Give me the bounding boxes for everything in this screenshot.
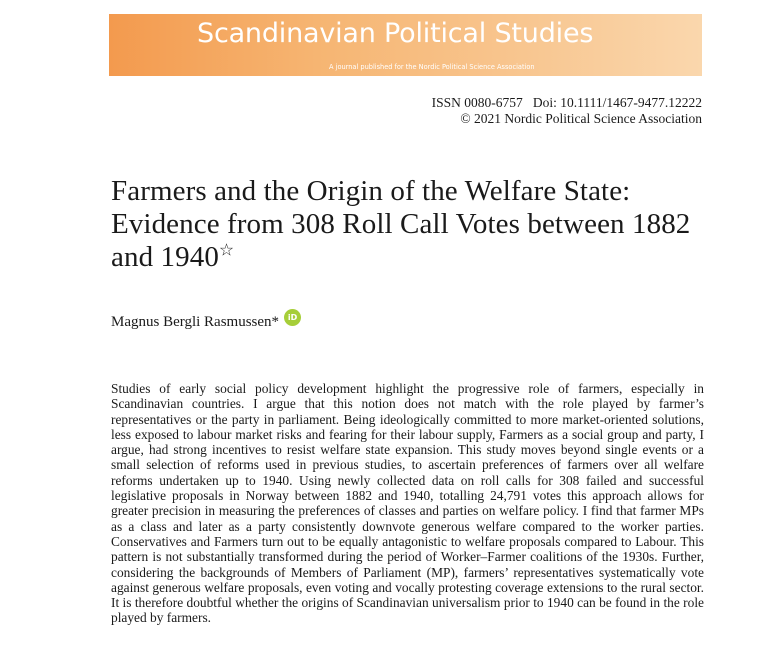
author-name[interactable]: Magnus Bergli Rasmussen*	[111, 314, 280, 330]
abstract: Studies of early social policy development highlight the progressive role of farmers, especially in Scandinavian countries. I argue that this notion does not match with the role played by farmer’s representatives or the party in parliament. Being ideologically committed to more market-oriented solutions, less exposed to labour market risks and fearing for their labour supply, Farmers as a social group and party, I argue, had strong incentives to resist welfare state expansion. This study moves beyond single events or a small selection of reforms used in previous studies, to ascertain preferences of farmers over all welfare reforms undertaken up to 1940. Using newly collected data on roll calls for 308 failed and successful legislative proposals in Norway between 1882 and 1940, totalling 24,791 votes this approach allows for greater precision in measuring the preferences of classes and parties on welfare policy. I find that farmer MPs as a class and later as a party consistently downvote generous welfare compared to the worker parties. Conservatives and Farmers turn out to be equally antagonistic to welfare proposals compared to Labour. This pattern is not substantially transformed during the period of Worker–Farmer coalitions of the 1930s. Further, considering the backgrounds of Members of Parliament (MP), farmers’ representatives systematically vote against generous welfare proposals, even voting and vocally protesting coverage extensions to the rural sector. It is therefore doubtful whether the origins of Scandinavian universalism prior to 1940 can be found in the role played by farmers.	[111, 381, 704, 626]
copyright: © 2021 Nordic Political Science Association	[460, 111, 702, 126]
title-footnote-marker[interactable]: ☆	[218, 240, 235, 260]
author-line	[111, 314, 301, 331]
journal-subtitle: A journal published for the Nordic Political Science Association	[329, 63, 535, 71]
article-title-text: Farmers and the Origin of the Welfare State: Evidence from 308 Roll Call Votes between 1882 and 1940	[111, 175, 691, 273]
publication-meta	[432, 95, 702, 127]
journal-title: Scandinavian Political Studies	[197, 18, 594, 49]
journal-banner	[109, 14, 702, 76]
article-title	[111, 175, 711, 274]
orcid-icon[interactable]: iD	[284, 309, 301, 326]
issn-doi: ISSN 0080-6757 Doi: 10.1111/1467-9477.12222	[431, 95, 702, 110]
